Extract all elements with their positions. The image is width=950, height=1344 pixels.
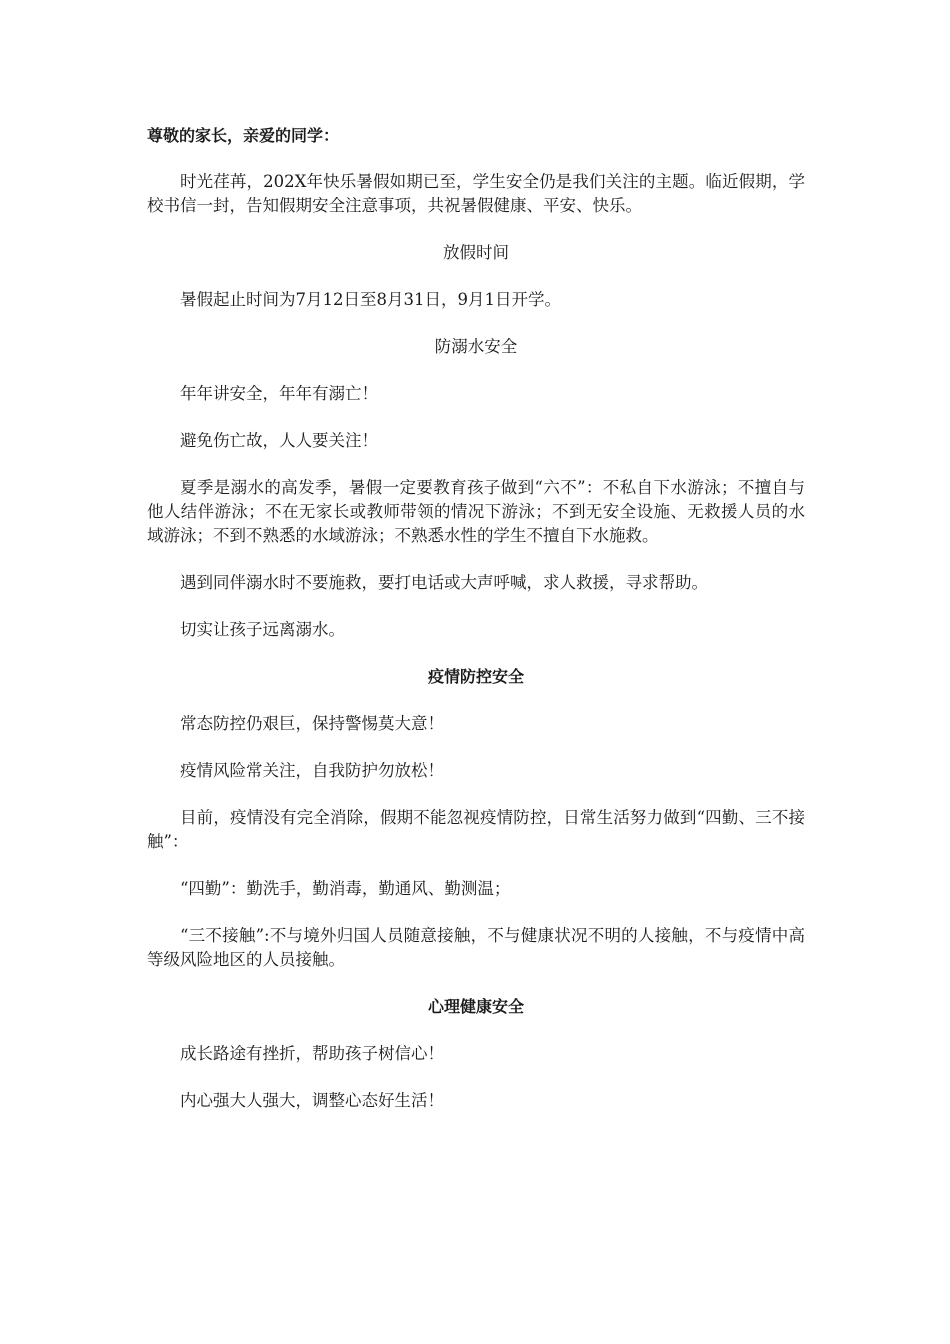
- section-heading-epidemic: 疫情防控安全: [427, 667, 524, 686]
- paragraph: 疫情风险常关注，自我防护勿放松！: [180, 761, 444, 780]
- section-heading-drowning: 防溺水安全: [434, 337, 518, 356]
- paragraph: 暑假起止时间为7月12日至8月31日，9月1日开学。: [180, 290, 561, 309]
- paragraph: 常态防控仍艰巨，保持警惕莫大意！: [180, 714, 444, 733]
- intro-paragraph: 时光荏苒，202X年快乐暑假如期已至，学生安全仍是我们关注的主题。临近假期，学校书信一封，告知假期安全注意事项，共祝暑假健康、平安、快乐。: [147, 172, 805, 215]
- paragraph: 内心强大人强大，调整心态好生活！: [180, 1091, 444, 1110]
- section-heading-vacation: 放假时间: [443, 243, 509, 262]
- paragraph: 遇到同伴溺水时不要施救，要打电话或大声呼喊，求人救援，寻求帮助。: [180, 573, 708, 592]
- paragraph: 目前，疫情没有完全消除，假期不能忽视疫情防控，日常生活努力做到“四勤、三不接触”：: [147, 808, 805, 851]
- letter-body: [147, 124, 805, 1136]
- paragraph: 年年讲安全，年年有溺亡！: [180, 384, 378, 403]
- section-heading-mental: 心理健康安全: [427, 997, 524, 1016]
- paragraph: 夏季是溺水的高发季，暑假一定要教育孩子做到“六不”：不私自下水游泳；不擅自与他人结伴游泳；不在无家长或教师带领的情况下游泳；不到无安全设施、无救援人员的水域游泳；不到不熟悉的水域游泳；不熟悉水性的学生不擅自下水施救。: [147, 478, 805, 545]
- paragraph: 避免伤亡故，人人要关注！: [180, 431, 378, 450]
- salutation: 尊敬的家长，亲爱的同学：: [147, 126, 340, 145]
- paragraph: “四勤”：勤洗手，勤消毒，勤通风、勤测温；: [180, 879, 511, 898]
- paragraph: 切实让孩子远离溺水。: [180, 620, 345, 639]
- paragraph: 成长路途有挫折，帮助孩子树信心！: [180, 1044, 444, 1063]
- paragraph: “三不接触”:不与境外归国人员随意接触，不与健康状况不明的人接触，不与疫情中高等级风险地区的人员接触。: [147, 926, 805, 969]
